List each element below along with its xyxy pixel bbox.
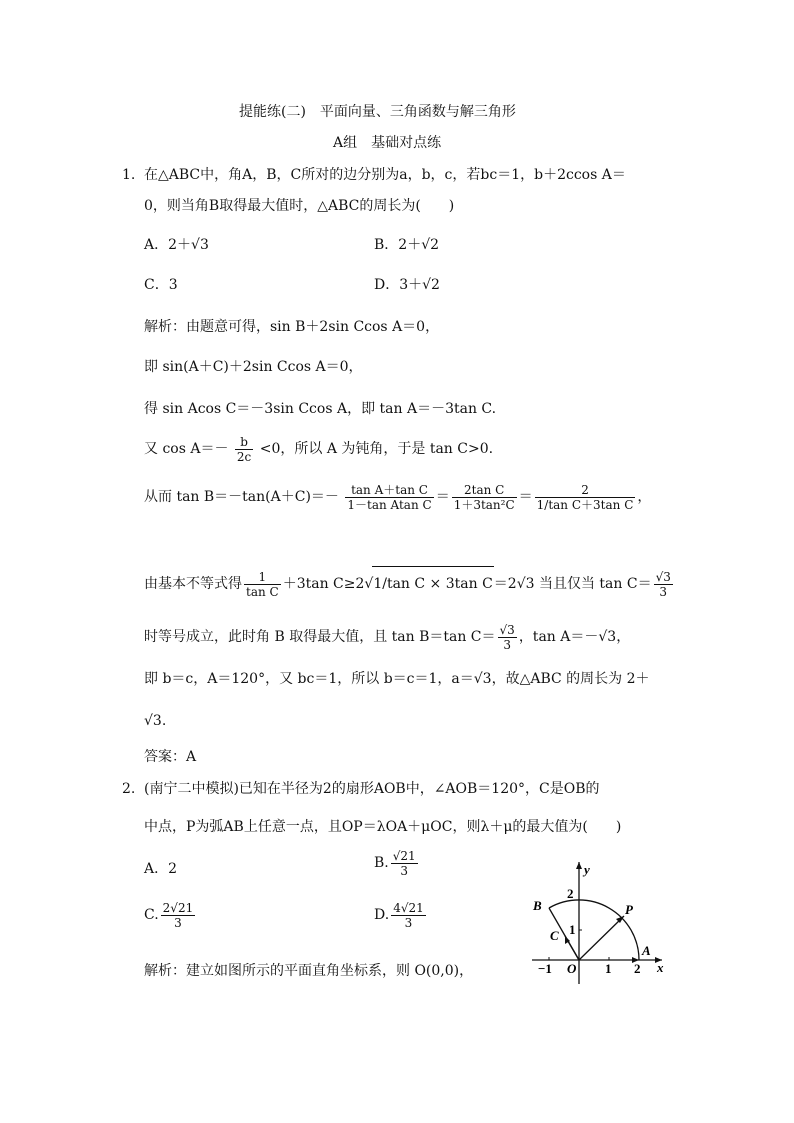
q1-number: 1. xyxy=(122,167,136,183)
label-x: x xyxy=(657,960,664,975)
q2-option-d-label: D. xyxy=(374,907,390,923)
l5-f1-den: 1－tan Atan C xyxy=(347,497,432,512)
q1-option-b: B．2＋√2 xyxy=(374,237,440,253)
l6-text-a: 由基本不等式得 xyxy=(144,576,242,592)
q2-option-a: A．2 xyxy=(144,861,178,877)
q1-analysis-line4 xyxy=(144,432,493,466)
l7-text-b: ，tan A＝－√3， xyxy=(518,629,631,645)
label-p: P xyxy=(625,902,633,917)
q1-option-d: D．3＋√2 xyxy=(374,277,440,293)
l4-text-a: 又 cos A＝－ xyxy=(144,441,229,457)
l7-fraction xyxy=(498,623,517,652)
q1-stem-line1: 在△ABC中，角A，B，C所对的边分别为a，b，c，若bc＝1，b＋2ccos A＝ xyxy=(144,167,626,183)
l5-fraction-1 xyxy=(345,483,433,512)
q2-option-b-label: B. xyxy=(374,855,389,871)
label-two-x: 2 xyxy=(634,961,641,976)
label-y: y xyxy=(584,862,590,877)
q2-option-b-frac xyxy=(391,849,418,878)
q2-number: 2. xyxy=(122,781,136,797)
l7-frac-num: √3 xyxy=(499,622,515,637)
section-subtitle: A组 基础对点练 xyxy=(333,135,442,151)
q2-b-num: √21 xyxy=(392,848,416,863)
l6-fraction-2 xyxy=(654,570,673,599)
y-axis-arrow-icon xyxy=(576,862,582,869)
label-c: C xyxy=(550,928,559,943)
q2-d-num: 4√21 xyxy=(393,900,424,915)
l5-f3-den: 1/tan C＋3tan C xyxy=(536,497,634,512)
q1-analysis-line3: 得 sin Acos C＝－3sin Ccos A，即 tan A＝－3tan C. xyxy=(144,401,497,417)
label-neg-one: −1 xyxy=(538,961,552,976)
l6-frac-num: 1 xyxy=(244,570,281,585)
q2-option-d xyxy=(374,898,428,932)
q1-answer: 答案：A xyxy=(144,749,197,765)
l4-text-b: <0，所以 A 为钝角，于是 tan C>0. xyxy=(259,441,494,457)
q2-option-c xyxy=(144,898,197,932)
label-one-x: 1 xyxy=(605,961,612,976)
l6-fraction xyxy=(244,570,281,599)
l5-fraction-3 xyxy=(535,483,636,512)
q2-d-den: 3 xyxy=(404,915,413,930)
l6-text-c: ＝2√3 当且仅当 tan C＝ xyxy=(493,576,652,592)
q2-option-c-frac xyxy=(161,901,196,930)
q2-option-b xyxy=(374,846,420,880)
q1-analysis-line7 xyxy=(144,620,630,654)
l7-frac-den: 3 xyxy=(503,637,511,652)
q1-analysis-line5: 从而 tan B＝－tan(A＋C)＝－ $\frac{\text{tan A＋tan C}}{\text{1－tan Atan C}}$ ＝ $\frac{\text{2tan C}}{\text{1＋3tan²C}}$ ＝ $\frac{2}{\text{1/tan C＋3tan C}}$ ， xyxy=(144,482,652,512)
sector-figure xyxy=(520,858,670,988)
label-one-y: 1 xyxy=(569,922,576,937)
l4-fraction xyxy=(235,435,253,464)
l7-text-a: 时等号成立，此时角 B 取得最大值，且 tan B＝tan C＝ xyxy=(144,629,496,645)
q2-analysis: 解析：建立如图所示的平面直角坐标系，则 O(0,0)， xyxy=(144,963,474,979)
l5-f2-den: 1＋3tan²C xyxy=(453,497,515,512)
l5-text-a: 从而 tan B＝－tan(A＋C)＝－ xyxy=(144,489,339,505)
q1-analysis-line2: 即 sin(A＋C)＋2sin Ccos A＝0， xyxy=(144,359,363,375)
analysis-text-1: 由题意可得，sin B＋2sin Ccos A＝0， xyxy=(186,319,440,335)
label-b: B xyxy=(533,898,542,913)
q2-stem-line1: (南宁二中模拟)已知在半径为2的扇形AOB中，∠AOB＝120°，C是OB的 xyxy=(144,781,600,797)
q1-analysis-line8: 即 b＝c，A＝120°，又 bc＝1，所以 b＝c＝1，a＝√3，故△ABC 的周长为 2＋ xyxy=(144,671,650,687)
l6-frac-den: tan C xyxy=(246,584,279,599)
l5-f1-num: tan A＋tan C xyxy=(345,483,433,498)
label-a: A xyxy=(642,943,651,958)
q2-option-c-label: C. xyxy=(144,907,159,923)
l5-fraction-2 xyxy=(452,483,517,512)
q1-analysis-line1 xyxy=(144,318,439,336)
l6-text-b: ＋3tan C≥2 xyxy=(282,576,365,592)
page-title: 提能练(二) 平面向量、三角函数与解三角形 xyxy=(239,104,516,120)
q1-analysis-line6: 由基本不等式得 $\frac{1}{\text{tan C}}$ ＋3tan C≥2√1/tan C × 3tan C＝2√3 当且仅当 tan C＝ $\frac{√3}{3}$ xyxy=(144,566,675,601)
q1-stem-line2: 0，则当角B取得最大值时，△ABC的周长为( ) xyxy=(144,198,455,214)
q1-option-a: A．2＋√3 xyxy=(144,237,209,253)
l4-frac-num: b xyxy=(235,435,253,450)
q2-b-den: 3 xyxy=(400,863,409,878)
l4-frac-den: 2c xyxy=(236,449,252,464)
l5-f3-num: 2 xyxy=(535,483,636,498)
analysis-label: 解析： xyxy=(144,319,186,335)
l6-f2-den: 3 xyxy=(659,584,668,599)
label-two-y: 2 xyxy=(567,886,574,901)
l6-sqrt: 1/tan C × 3tan C xyxy=(372,566,493,601)
label-o: O xyxy=(567,961,577,976)
q2-c-num: 2√21 xyxy=(162,900,194,915)
q2-option-d-frac xyxy=(391,901,426,930)
q2-stem-line2: 中点，P为弧AB上任意一点，且OP＝λOA＋μOC，则λ＋μ的最大值为( ) xyxy=(144,819,622,835)
vector-op xyxy=(579,916,624,960)
q1-analysis-line9: √3. xyxy=(144,713,167,729)
l5-f2-num: 2tan C xyxy=(452,483,517,498)
q1-option-c: C．3 xyxy=(144,277,178,293)
l6-f2-num: √3 xyxy=(655,569,671,584)
q2-c-den: 3 xyxy=(174,915,182,930)
